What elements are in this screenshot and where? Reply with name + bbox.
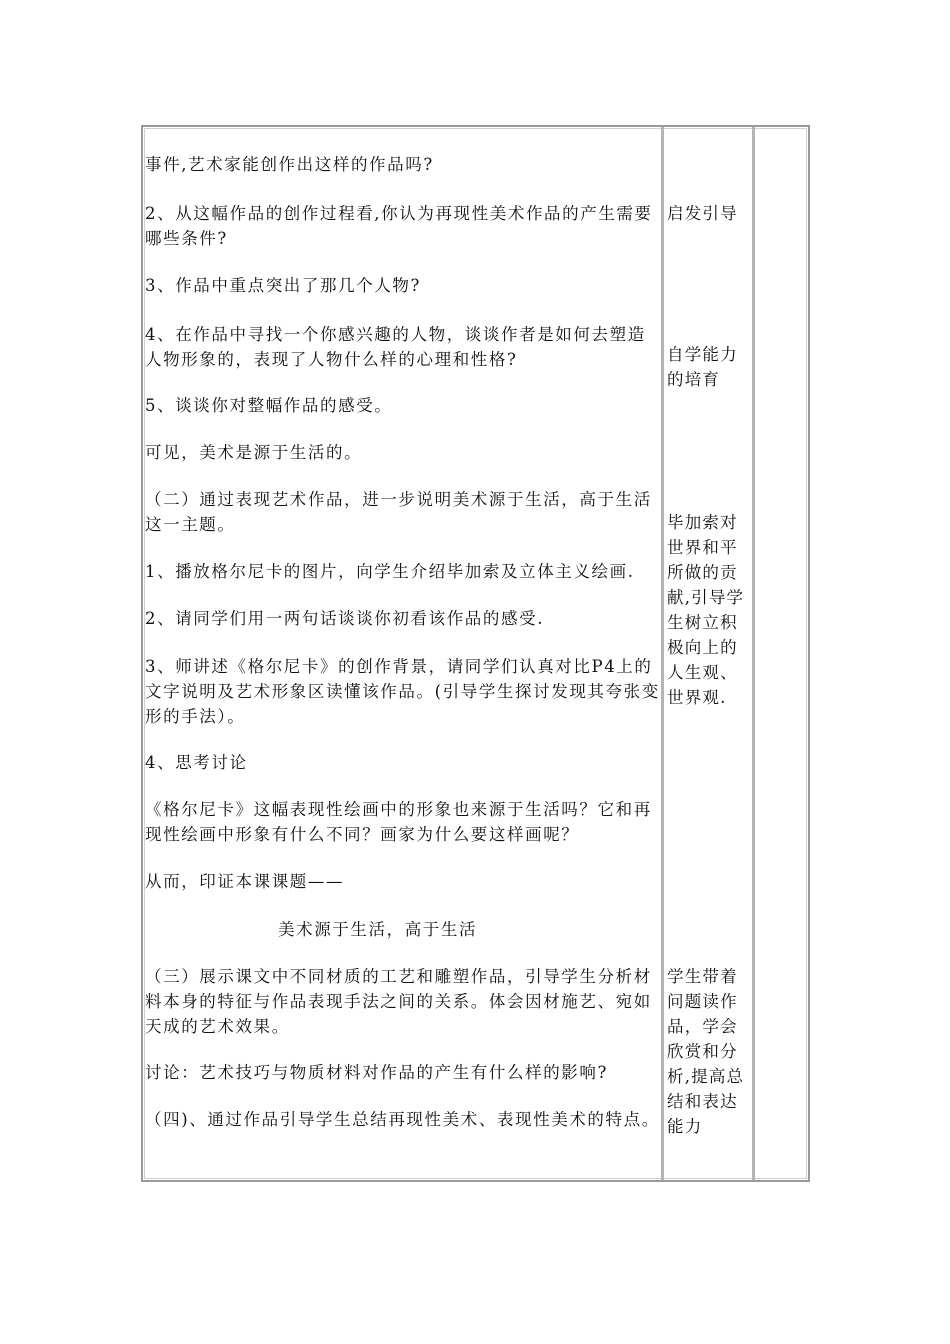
column-divider-1: [661, 127, 664, 1180]
paragraph-17: （四)、通过作品引导学生总结再现性美术、表现性美术的特点。: [145, 1110, 660, 1129]
side-note-3: 毕加索对世界和平所做的贡献,引导学生树立积极向上的人生观、世界观.: [667, 513, 745, 707]
paragraph-3: 3、作品中重点突出了那几个人物?: [145, 276, 421, 295]
paragraph-2: 2、从这幅作品的创作过程看,你认为再现性美术作品的产生需要哪些条件?: [145, 204, 653, 248]
paragraph-15: （三）展示课文中不同材质的工艺和雕塑作品，引导学生分析材料本身的特征与作品表现手法之间的关系。体会因材施艺、宛如天成的艺术效果。: [145, 967, 652, 1036]
paragraph-4: 4、在作品中寻找一个你感兴趣的人物，谈谈作者是如何去塑造人物形象的，表现了人物什么样的心理和性格?: [145, 325, 646, 369]
paragraph-7: （二）通过表现艺术作品，进一步说明美术源于生活，高于生活这一主题。: [145, 490, 652, 534]
paragraph-1: 事件,艺术家能创作出这样的作品吗?: [145, 155, 434, 174]
paragraph-9: 2、请同学们用一两句话谈谈你初看该作品的感受.: [145, 609, 545, 628]
side-note-4: 学生带着问题读作品，学会欣赏和分析,提高总结和表达能力: [667, 967, 745, 1136]
side-note-1: 启发引导: [667, 204, 738, 223]
paragraph-13: 从而，印证本课课题——: [145, 872, 345, 891]
paragraph-6: 可见，美术是源于生活的。: [145, 443, 363, 462]
paragraph-5: 5、谈谈你对整幅作品的感受。: [145, 396, 393, 415]
paragraph-12: 《格尔尼卡》这幅表现性绘画中的形象也来源于生活吗？它和再现性绘画中形象有什么不同？画家为什么要这样画呢？: [145, 800, 652, 844]
paragraph-16: 讨论：艺术技巧与物质材料对作品的产生有什么样的影响?: [145, 1063, 608, 1082]
paragraph-14: 美术源于生活，高于生活: [278, 920, 478, 939]
paragraph-8: 1、播放格尔尼卡的图片，向学生介绍毕加索及立体主义绘画.: [145, 562, 635, 581]
side-note-2: 自学能力的培育: [667, 345, 738, 389]
paragraph-11: 4、思考讨论: [145, 753, 248, 772]
paragraph-10: 3、师讲述《格尔尼卡》的创作背景，请同学们认真对比P4上的文字说明及艺术形象区读懂该作品。(引导学生探讨发现其夸张变形的手法）。: [145, 657, 660, 726]
